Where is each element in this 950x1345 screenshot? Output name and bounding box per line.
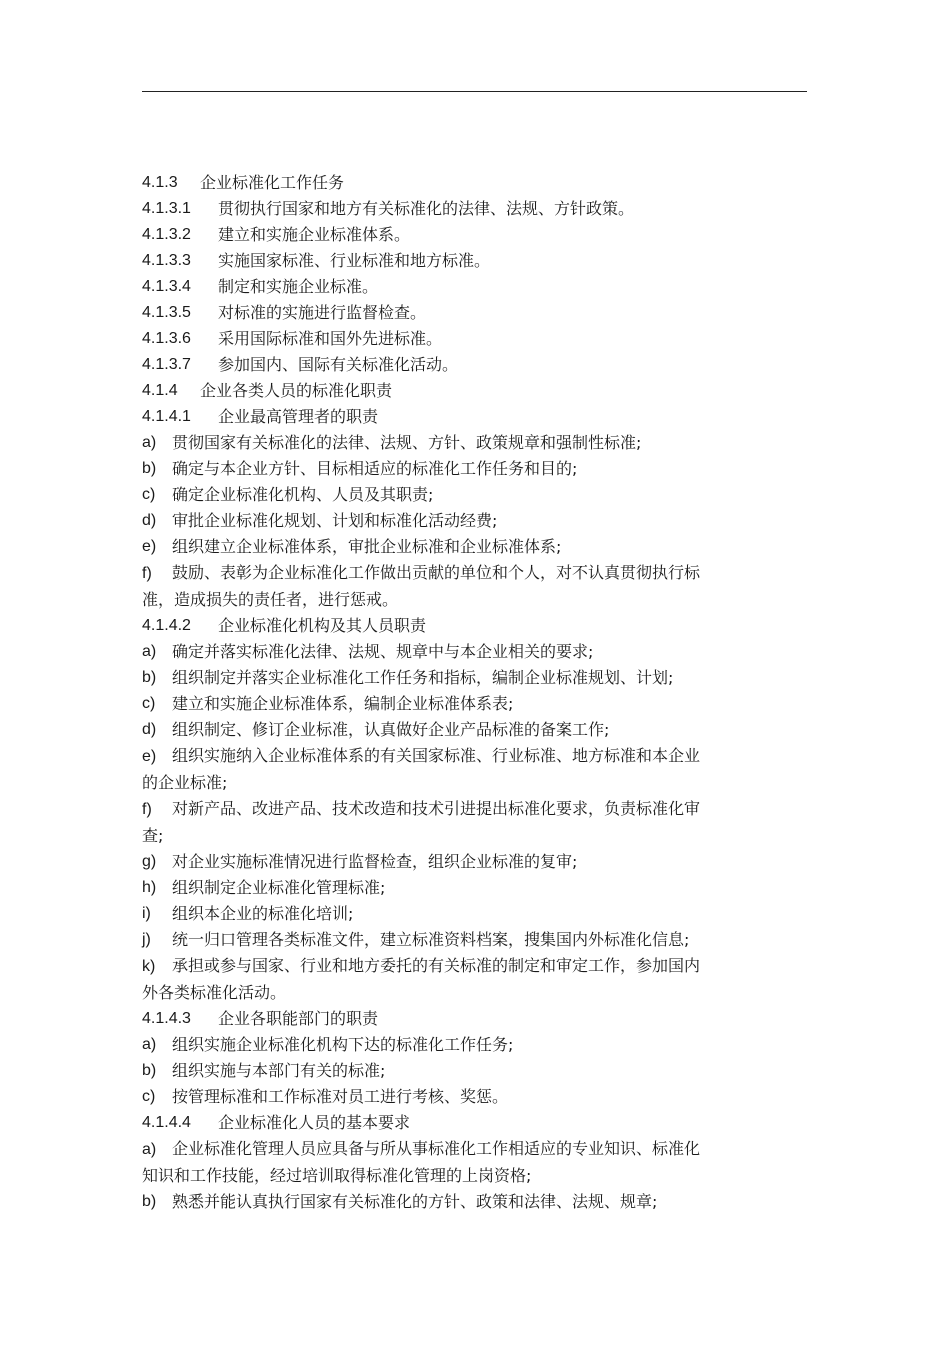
list-text: 组织实施与本部门有关的标准; xyxy=(172,1061,386,1080)
list-text: 建立和实施企业标准体系，编制企业标准体系表; xyxy=(172,694,514,713)
section-title: 实施国家标准、行业标准和地方标准。 xyxy=(218,251,491,270)
section-number: 4.1.3 xyxy=(142,174,178,191)
section-number: 4.1.3.5 xyxy=(142,304,191,321)
list-item xyxy=(142,901,767,927)
section-number: 4.1.4 xyxy=(142,382,178,399)
section-title: 制定和实施企业标准。 xyxy=(218,277,379,296)
list-label: e) xyxy=(142,748,157,765)
section-heading xyxy=(142,352,767,378)
list-label: a) xyxy=(142,1141,157,1158)
list-item xyxy=(142,639,767,665)
section-title: 企业各类人员的标准化职责 xyxy=(200,381,393,400)
list-label: c) xyxy=(142,695,156,712)
header-rule xyxy=(142,91,807,92)
list-text: 承担或参与国家、行业和地方委托的有关标准的制定和审定工作，参加国内 xyxy=(172,956,701,975)
list-item xyxy=(142,430,767,456)
list-text: 组织实施企业标准化机构下达的标准化工作任务; xyxy=(172,1035,514,1054)
list-label: h) xyxy=(142,879,157,896)
list-text: 确定企业标准化机构、人员及其职责; xyxy=(172,485,434,504)
section-heading xyxy=(142,1006,767,1032)
section-heading xyxy=(142,613,767,639)
list-item xyxy=(142,953,767,1006)
list-text: 组织本企业的标准化培训; xyxy=(172,904,354,923)
list-label: k) xyxy=(142,958,156,975)
list-label: f) xyxy=(142,565,152,582)
list-label: a) xyxy=(142,643,157,660)
list-item xyxy=(142,1058,767,1084)
list-item xyxy=(142,796,767,849)
list-item xyxy=(142,482,767,508)
list-text: 组织制定并落实企业标准化工作任务和指标，编制企业标准规划、计划; xyxy=(172,668,674,687)
list-item xyxy=(142,1189,767,1215)
list-label: b) xyxy=(142,1062,157,1079)
list-text: 组织制定、修订企业标准，认真做好企业产品标准的备案工作; xyxy=(172,720,610,739)
section-heading xyxy=(142,1110,767,1136)
section-number: 4.1.4.3 xyxy=(142,1010,191,1027)
section-heading xyxy=(142,274,767,300)
section-title: 企业标准化人员的基本要求 xyxy=(218,1113,411,1132)
section-number: 4.1.3.3 xyxy=(142,252,191,269)
list-text: 确定与本企业方针、目标相适应的标准化工作任务和目的; xyxy=(172,459,578,478)
list-text: 确定并落实标准化法律、法规、规章中与本企业相关的要求; xyxy=(172,642,594,661)
section-number: 4.1.4.1 xyxy=(142,408,191,425)
list-label: e) xyxy=(142,538,157,555)
list-label: b) xyxy=(142,669,157,686)
list-label: a) xyxy=(142,434,157,451)
list-text-continuation: 的企业标准; xyxy=(142,773,228,792)
list-text: 企业标准化管理人员应具备与所从事标准化工作相适应的专业知识、标准化 xyxy=(172,1139,701,1158)
list-text: 按管理标准和工作标准对员工进行考核、奖惩。 xyxy=(172,1087,509,1106)
list-label: d) xyxy=(142,721,157,738)
list-text-continuation: 准，造成损失的责任者，进行惩戒。 xyxy=(142,590,399,609)
list-label: b) xyxy=(142,460,157,477)
list-text: 对新产品、改进产品、技术改造和技术引进提出标准化要求，负责标准化审 xyxy=(172,799,701,818)
section-number: 4.1.4.2 xyxy=(142,617,191,634)
list-text: 统一归口管理各类标准文件，建立标准资料档案，搜集国内外标准化信息; xyxy=(172,930,690,949)
list-label: c) xyxy=(142,486,156,503)
section-number: 4.1.3.6 xyxy=(142,330,191,347)
list-item xyxy=(142,875,767,901)
section-heading xyxy=(142,248,767,274)
list-item xyxy=(142,1032,767,1058)
section-number: 4.1.3.4 xyxy=(142,278,191,295)
list-label: b) xyxy=(142,1193,157,1210)
list-label: f) xyxy=(142,801,152,818)
section-heading xyxy=(142,196,767,222)
list-item xyxy=(142,456,767,482)
section-title: 企业各职能部门的职责 xyxy=(218,1009,379,1028)
list-text: 组织实施纳入企业标准体系的有关国家标准、行业标准、地方标准和本企业 xyxy=(172,746,701,765)
section-heading xyxy=(142,326,767,352)
list-item xyxy=(142,927,767,953)
list-item xyxy=(142,849,767,875)
section-number: 4.1.3.2 xyxy=(142,226,191,243)
list-item xyxy=(142,534,767,560)
section-number: 4.1.3.1 xyxy=(142,200,191,217)
section-heading xyxy=(142,222,767,248)
list-label: g) xyxy=(142,853,157,870)
section-title: 企业标准化机构及其人员职责 xyxy=(218,616,427,635)
list-text-continuation: 查; xyxy=(142,826,164,845)
section-title: 建立和实施企业标准体系。 xyxy=(218,225,411,244)
list-text-continuation: 知识和工作技能，经过培训取得标准化管理的上岗资格; xyxy=(142,1166,532,1185)
list-item xyxy=(142,1084,767,1110)
document-body xyxy=(142,170,767,1215)
list-item xyxy=(142,717,767,743)
list-text: 组织建立企业标准体系，审批企业标准和企业标准体系; xyxy=(172,537,562,556)
list-label: d) xyxy=(142,512,157,529)
list-text: 审批企业标准化规划、计划和标准化活动经费; xyxy=(172,511,498,530)
section-title: 贯彻执行国家和地方有关标准化的法律、法规、方针政策。 xyxy=(218,199,635,218)
section-heading xyxy=(142,404,767,430)
list-item xyxy=(142,665,767,691)
section-heading xyxy=(142,170,767,196)
list-text: 对企业实施标准情况进行监督检查，组织企业标准的复审; xyxy=(172,852,578,871)
list-item xyxy=(142,560,767,613)
list-label: c) xyxy=(142,1088,156,1105)
section-number: 4.1.4.4 xyxy=(142,1114,191,1131)
section-number: 4.1.3.7 xyxy=(142,356,191,373)
list-text: 贯彻国家有关标准化的法律、法规、方针、政策规章和强制性标准; xyxy=(172,433,642,452)
section-title: 采用国际标准和国外先进标准。 xyxy=(218,329,443,348)
list-item xyxy=(142,508,767,534)
list-label: a) xyxy=(142,1036,157,1053)
list-item xyxy=(142,743,767,796)
section-heading xyxy=(142,300,767,326)
section-title: 参加国内、国际有关标准化活动。 xyxy=(218,355,459,374)
list-text-continuation: 外各类标准化活动。 xyxy=(142,983,287,1002)
list-label: j) xyxy=(142,931,151,948)
list-label: i) xyxy=(142,905,151,922)
list-item xyxy=(142,1136,767,1189)
section-heading xyxy=(142,378,767,404)
section-title: 对标准的实施进行监督检查。 xyxy=(218,303,427,322)
list-text: 鼓励、表彰为企业标准化工作做出贡献的单位和个人，对不认真贯彻执行标 xyxy=(172,563,701,582)
section-title: 企业标准化工作任务 xyxy=(200,173,345,192)
section-title: 企业最高管理者的职责 xyxy=(218,407,379,426)
list-text: 熟悉并能认真执行国家有关标准化的方针、政策和法律、法规、规章; xyxy=(172,1192,658,1211)
list-item xyxy=(142,691,767,717)
list-text: 组织制定企业标准化管理标准; xyxy=(172,878,386,897)
